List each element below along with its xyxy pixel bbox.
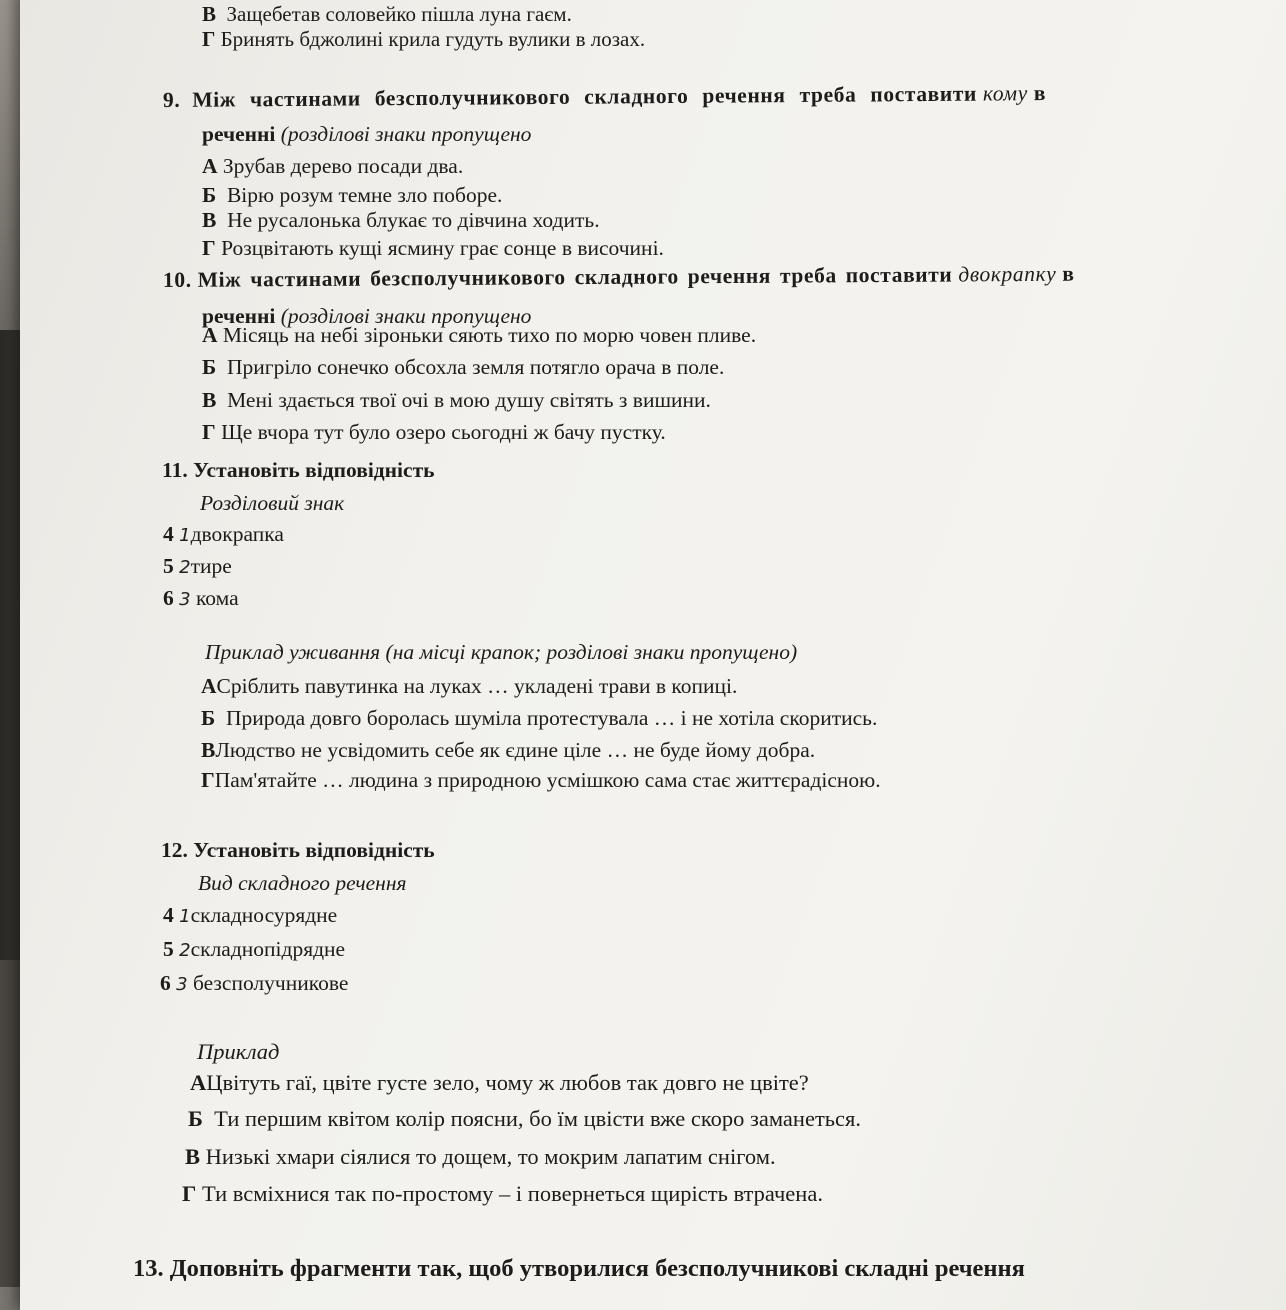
q11-subhead: Розділовий знак xyxy=(200,491,345,515)
option-text: Природа довго боролась шуміла протестувала … і не хотіла скоритись. xyxy=(225,706,878,730)
option-letter: В xyxy=(201,738,216,762)
option-text: Ти всміхнися так по-простому – і повернеться щирість втрачена. xyxy=(201,1181,823,1206)
option-letter: Б xyxy=(202,183,217,207)
q12-example-b xyxy=(188,1106,861,1132)
q8-option-g xyxy=(202,27,645,51)
handwritten-number: 3 xyxy=(179,589,191,610)
option-letter: А xyxy=(202,154,218,178)
item-number: 4 xyxy=(163,903,174,927)
q10-option-g xyxy=(202,420,666,445)
q12-title xyxy=(161,838,435,863)
item-text: складнопідрядне xyxy=(190,937,346,961)
item-text: кома xyxy=(195,586,239,610)
option-text: Мені здається твої очі в мою душу світять з вишини. xyxy=(227,388,711,412)
q9-option-b xyxy=(202,183,502,208)
handwritten-number: 1 xyxy=(179,906,191,927)
option-letter: В xyxy=(202,2,217,26)
q9-title xyxy=(163,81,1046,113)
option-letter: Б xyxy=(188,1106,203,1131)
q11-example-b xyxy=(201,706,877,731)
option-text: Людство не усвідомить себе як єдине ціле … не буде йому добра. xyxy=(215,738,816,762)
item-text: двокрапка xyxy=(190,522,284,546)
option-text: Низькі хмари сіялися то дощем, то мокрим лапатим снігом. xyxy=(205,1144,776,1169)
q11-example-a xyxy=(201,674,737,699)
handwritten-number: 2 xyxy=(179,557,191,578)
question-number: 12. xyxy=(161,838,188,862)
q12-example-g xyxy=(182,1181,823,1207)
q11-title xyxy=(162,458,435,483)
q10-option-v xyxy=(202,388,711,413)
question-title-emphasis: двокрапку xyxy=(958,261,1057,287)
q12-example-a xyxy=(190,1070,809,1096)
q12-subhead: Вид складного речення xyxy=(198,871,407,895)
item-text: складносурядне xyxy=(190,903,338,927)
question-title-continued: реченні xyxy=(202,122,276,146)
option-letter: Г xyxy=(202,27,216,51)
handwritten-number: 1 xyxy=(179,525,191,546)
item-number: 5 xyxy=(163,937,174,961)
item-number: 6 xyxy=(163,586,174,610)
option-text: Пам'ятайте … людина з природною усмішкою сама стає життєрадісною. xyxy=(214,768,881,792)
item-text: тире xyxy=(190,554,232,578)
q12-item-3 xyxy=(160,971,348,996)
question-number: 9. xyxy=(162,87,181,112)
option-text: Не русалонька блукає то дівчина ходить. xyxy=(227,208,600,232)
option-text: Ти першим квітом колір поясни, бо їм цвісти вже скоро заманеться. xyxy=(214,1106,862,1131)
option-letter: В xyxy=(202,208,217,232)
question-title: Доповніть фрагменти так, щоб утворилися безсполучникові складні речення xyxy=(169,1255,1025,1282)
option-text: Сріблить павутинка на луках … укладені трави в копиці. xyxy=(216,674,738,698)
option-text: Зрубав дерево посади два. xyxy=(222,154,464,178)
q11-example-g xyxy=(201,768,881,793)
option-letter: А xyxy=(201,674,217,698)
question-title-continued: реченні xyxy=(202,304,276,328)
option-letter: Б xyxy=(202,355,217,379)
q12-example-head: Приклад xyxy=(197,1039,280,1064)
question-number: 13. xyxy=(133,1255,164,1282)
question-title: Між частинами безсполучникового складного речення треба поставити xyxy=(192,81,978,112)
q9-option-a xyxy=(202,154,463,179)
option-letter: Г xyxy=(201,768,215,792)
question-title: Установіть відповідність xyxy=(193,458,435,482)
option-letter: А xyxy=(190,1070,207,1095)
q12-item-1 xyxy=(163,903,337,928)
q9-option-v xyxy=(202,208,600,233)
item-number: 6 xyxy=(160,971,171,995)
question-title-emphasis: кому xyxy=(982,81,1028,106)
q10-option-a xyxy=(202,323,756,348)
q11-item-2 xyxy=(163,554,232,579)
option-letter: А xyxy=(202,323,218,347)
question-number: 11. xyxy=(162,458,188,482)
option-letter: В xyxy=(185,1144,201,1169)
q11-item-1 xyxy=(163,522,284,547)
q13-title xyxy=(133,1255,1025,1283)
option-text: Розцвітають кущі ясмину грає сонце в височині. xyxy=(221,236,664,260)
q10-option-b xyxy=(202,355,724,380)
option-text: Защебетав соловейко пішла луна гаєм. xyxy=(226,2,572,26)
q9-option-g xyxy=(202,236,664,261)
item-number: 5 xyxy=(163,554,174,578)
question-title: Між частинами безсполучникового складного речення треба поставити xyxy=(197,262,953,292)
q9-title-line2 xyxy=(202,122,531,147)
q11-item-3 xyxy=(163,586,239,611)
q12-example-v xyxy=(185,1144,776,1170)
item-number: 4 xyxy=(163,522,174,546)
option-text: Місяць на небі зіроньки сяють тихо по морю човен пливе. xyxy=(222,323,757,347)
q11-example-head: Приклад уживання (на місці крапок; розділові знаки пропущено) xyxy=(205,640,798,664)
q10-title xyxy=(163,262,1075,293)
q11-example-v xyxy=(201,738,815,763)
question-title: Установіть відповідність xyxy=(193,838,435,862)
item-text: безсполучникове xyxy=(192,971,349,995)
option-letter: Б xyxy=(201,706,216,730)
question-note: (розділові знаки пропущено xyxy=(280,122,532,146)
question-title-end: в xyxy=(1033,81,1047,106)
question-note: (розділові знаки пропущено xyxy=(280,304,532,328)
option-letter: Г xyxy=(202,420,216,444)
option-text: Цвітуть гаї, цвіте густе зело, чому ж любов так довго не цвіте? xyxy=(206,1070,809,1095)
option-text: Вірю розум темне зло поборе. xyxy=(226,183,503,207)
question-title-end: в xyxy=(1062,261,1075,286)
question-number: 10. xyxy=(162,267,192,292)
option-letter: В xyxy=(202,388,217,412)
handwritten-number: 2 xyxy=(179,940,191,961)
option-letter: Г xyxy=(182,1181,197,1206)
option-letter: Г xyxy=(202,236,216,260)
option-text: Бринять бджолині крила гудуть вулики в лозах. xyxy=(220,27,646,51)
option-text: Пригріло сонечко обсохла земля потягло орача в поле. xyxy=(226,355,725,379)
handwritten-number: 3 xyxy=(176,974,188,995)
q12-item-2 xyxy=(163,937,345,962)
q8-option-v xyxy=(202,2,572,26)
option-text: Ще вчора тут було озеро сьогодні ж бачу пустку. xyxy=(221,420,666,444)
